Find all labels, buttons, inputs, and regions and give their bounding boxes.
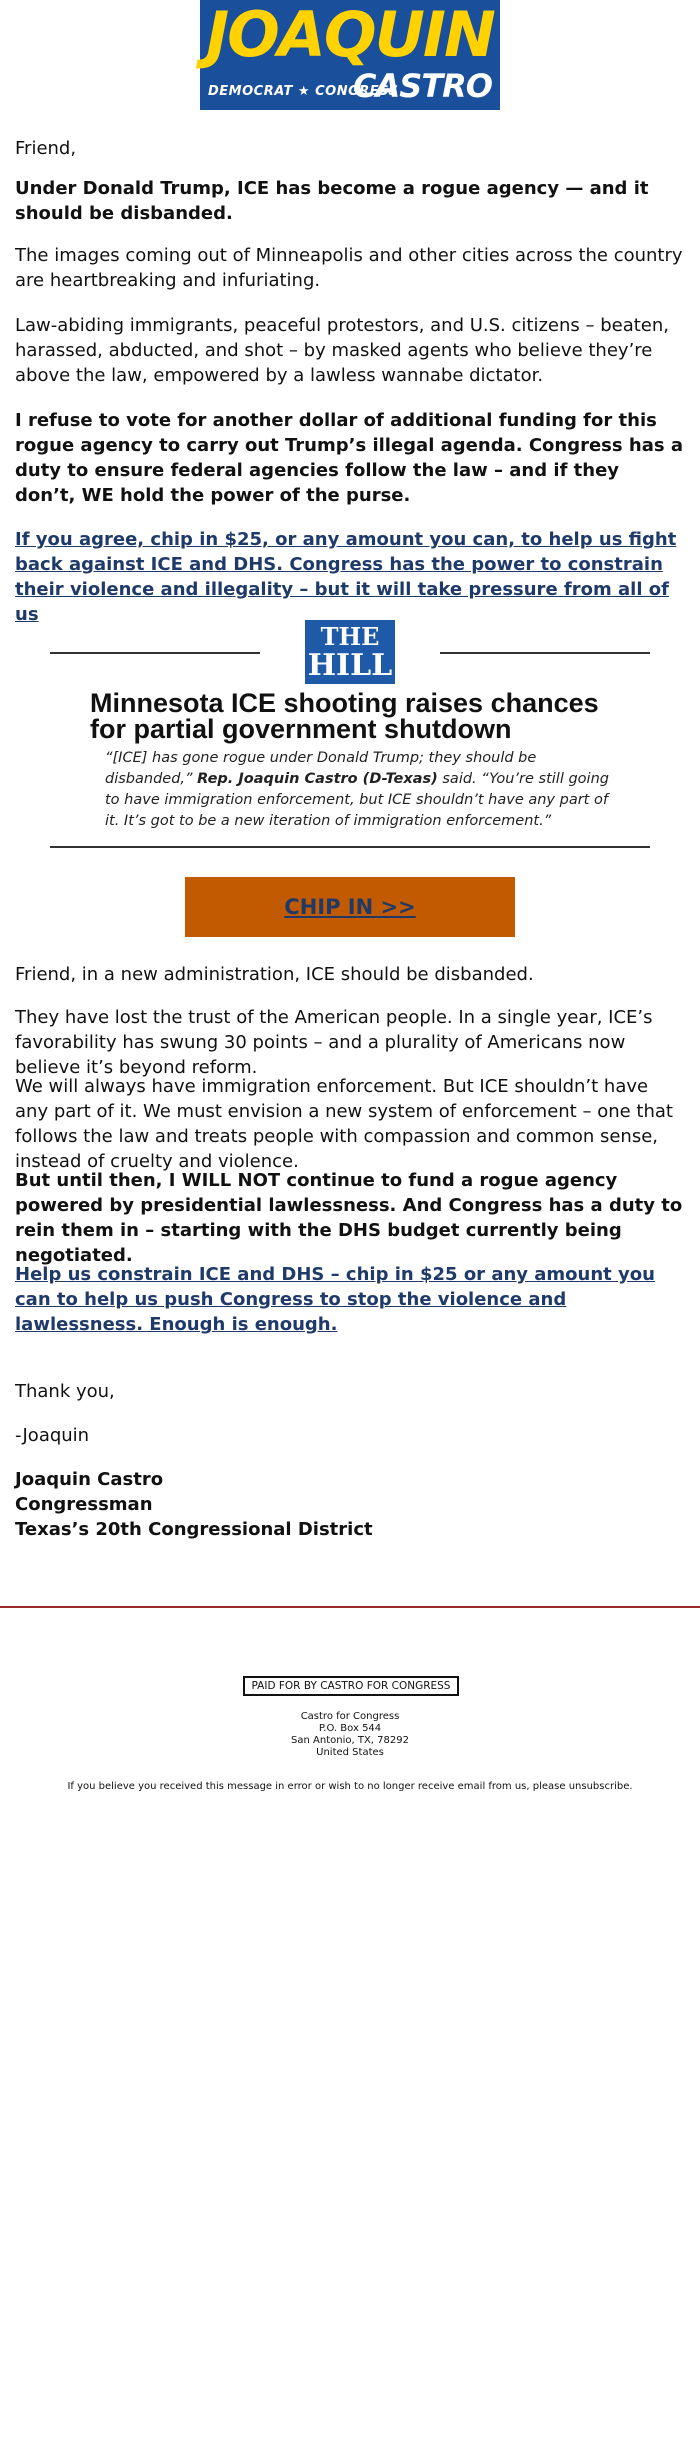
quote-speaker: Rep. Joaquin Castro (D-Texas) xyxy=(197,771,438,787)
castro-logo xyxy=(200,0,500,110)
paragraph-disband: Friend, in a new administration, ICE should be disbanded. xyxy=(15,964,534,985)
footer-po-box: P.O. Box 544 xyxy=(318,1723,382,1734)
the-hill-logo: THE HILL xyxy=(305,620,395,684)
closing: Thank you, xyxy=(15,1381,115,1402)
hill-rule-right xyxy=(440,652,650,654)
chip-in-link-2[interactable]: Help us constrain ICE and DHS – chip in $25 or any amount you can to help us push Congress to stop the violence and lawlessness. Enough is enough. xyxy=(15,1264,655,1335)
hill-quote: “[ICE] has gone rogue under Donald Trump; they should be disbanded,” Rep. Joaquin Castro (D-Texas) said. “You’re still going to have immigration enforcement, but ICE shouldn’t have any part of it. It’s got to be a new iteration of immigration enforcement.” xyxy=(105,750,609,829)
paragraph-enforcement: We will always have immigration enforcement. But ICE shouldn’t have any part of it. We must envision a new system of enforcement – one that follows the law and treats people with compassion and common sense, instead of cruelty and violence. xyxy=(15,1076,673,1172)
paragraph-will-not-fund: But until then, I WILL NOT continue to fund a rogue agency powered by presidential lawlessness. And Congress has a duty to rein them in – starting with the DHS budget currently being negotiated. xyxy=(15,1170,683,1266)
hill-rule-bottom xyxy=(50,846,650,848)
signature-name: Joaquin Castro xyxy=(15,1469,164,1490)
footer-city: San Antonio, TX, 78292 xyxy=(291,1735,409,1746)
hill-headline: Minnesota ICE shooting raises chances for partial government shutdown xyxy=(90,688,599,744)
paid-for-disclaimer: PAID FOR BY CASTRO FOR CONGRESS xyxy=(243,1676,459,1696)
logo-castro-text: CASTRO xyxy=(353,67,492,105)
hill-rule-left xyxy=(50,652,260,654)
paragraph-immigrants: Law-abiding immigrants, peaceful protestors, and U.S. citizens – beaten, harassed, abducted, and shot – by masked agents who believe they’re above the law, empowered by a lawless wannabe dictator. xyxy=(15,315,669,386)
signature-title: Congressman xyxy=(15,1494,153,1515)
signature-district: Texas’s 20th Congressional District xyxy=(15,1519,373,1540)
signoff: -Joaquin xyxy=(15,1425,90,1446)
paragraph-trust: They have lost the trust of the American people. In a single year, ICE’s favorability has swung 30 points – and a plurality of Americans now believe it’s beyond reform. xyxy=(15,1007,653,1078)
logo-democrat-congress-text: DEMOCRAT ★ CONGRESS xyxy=(208,84,399,99)
lead-paragraph: Under Donald Trump, ICE has become a rogue agency — and it should be disbanded. xyxy=(15,178,649,224)
greeting: Friend, xyxy=(15,138,77,159)
paragraph-images: The images coming out of Minneapolis and other cities across the country are heartbreaking and infuriating. xyxy=(15,245,683,291)
signature-block xyxy=(15,1467,685,1542)
cta-link-1-wrap xyxy=(15,527,685,627)
footer-org: Castro for Congress xyxy=(300,1711,400,1722)
unsubscribe-text[interactable]: If you believe you received this message in error or wish to no longer receive email from us, please unsubscribe. xyxy=(67,1781,633,1792)
logo-joaquin-text: JOAQUIN xyxy=(206,0,494,71)
chip-in-link-1[interactable]: If you agree, chip in $25, or any amount you can, to help us fight back against ICE and DHS. Congress has the power to constrain their violence and illegality – but it will take pressure from all of us xyxy=(15,529,677,625)
footer-country: United States xyxy=(316,1747,384,1758)
footer-divider xyxy=(0,1606,700,1608)
paragraph-refuse-funding: I refuse to vote for another dollar of additional funding for this rogue agency to carry out Trump’s illegal agenda. Congress has a duty to ensure federal agencies follow the law – and if they don’t, WE hold the power of the purse. xyxy=(15,410,683,506)
chip-in-button[interactable]: CHIP IN >> xyxy=(185,877,515,937)
cta-link-2-wrap xyxy=(15,1262,685,1337)
